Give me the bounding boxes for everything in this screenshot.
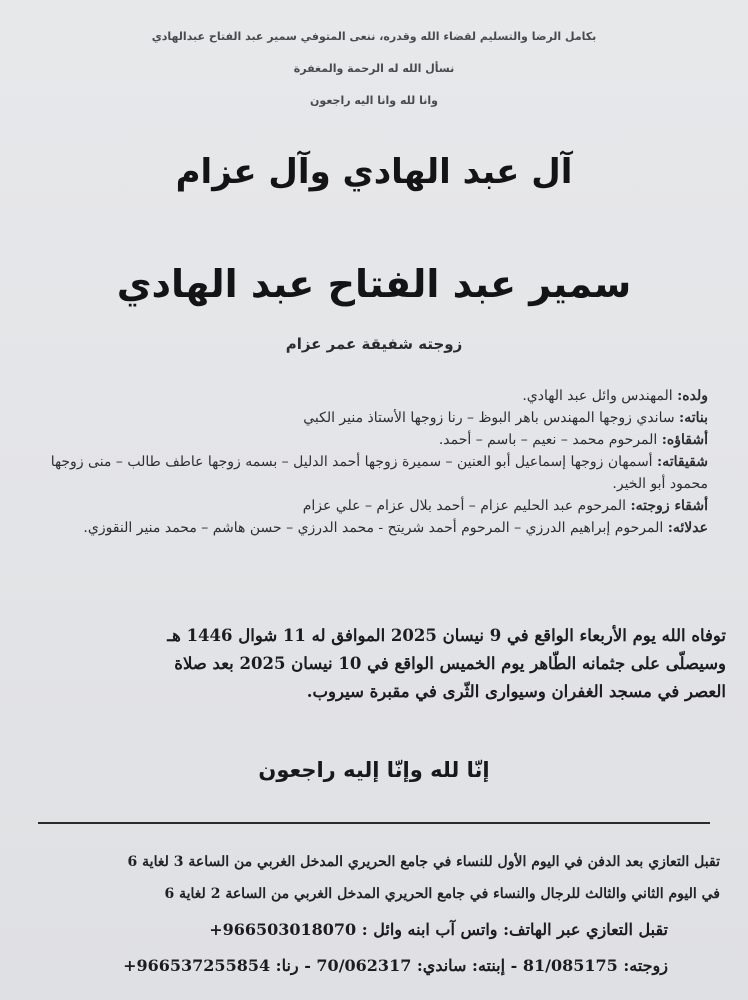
relative-text: المرحوم محمد – نعيم – باسم – أحمد.	[438, 432, 662, 448]
relative-row-daughters	[30, 407, 708, 429]
intro-line-2: نسأل الله له الرحمة والمغفرة	[293, 62, 455, 75]
condolence-line-1: تقبل التعازي بعد الدفن في اليوم الأول للنساء في جامع الحريري المدخل الغربي من الساعة 3 لغاية 6	[127, 854, 720, 870]
announcement-line-2: وسيصلّى على جثمانه الطّاهر يوم الخميس الواقع في 10 نيسان 2025 بعد صلاة	[174, 654, 726, 673]
contacts-text: زوجته: 81/085175 - إبنته: ساندي: 70/062317 - رنا:	[275, 956, 668, 975]
closing-verse: إنّا لله وإنّا إليه راجعون	[258, 758, 490, 782]
relative-row-son	[30, 385, 708, 407]
relative-label: شقيقاته:	[657, 454, 708, 470]
relative-row-brothers	[30, 429, 708, 451]
relative-row-in-laws	[30, 517, 708, 539]
intro-line-1: بكامل الرضا والتسليم لقضاء الله وقدره، ننعى المتوفي سمير عبد الفتاح عبدالهادي	[151, 30, 597, 43]
relative-text: أسمهان زوجها إسماعيل أبو العنين – سميرة زوجها أحمد الدليل – بسمه زوجها عاطف طالب – منى زوجها محمود أبو الخير.	[50, 454, 708, 492]
relative-text: المرحوم عبد الحليم عزام – أحمد بلال عزام – علي عزام	[302, 498, 631, 514]
announcement	[30, 622, 726, 706]
relative-label: أشقاء زوجته:	[630, 498, 708, 514]
relative-label: عدلائه:	[667, 520, 708, 536]
relative-text: ساندي زوجها المهندس باهر البوظ – رنا زوجها الأستاذ منير الكبي	[303, 410, 680, 426]
condolence-phone-line	[209, 920, 668, 939]
wife-line: زوجته شفيقة عمر عزام	[285, 335, 463, 353]
phone-rana: ‎+966537255854	[123, 956, 271, 975]
divider-line	[38, 822, 710, 824]
announcement-line-3: العصر في مسجد الغفران وسيوارى الثّرى في مقبرة سيروب.	[306, 682, 726, 701]
contacts-line	[123, 956, 668, 975]
relative-text: المرحوم إبراهيم الدرزي – المرحوم أحمد شريتح - محمد الدرزي – حسن هاشم – محمد منير النقوزي.	[83, 520, 668, 536]
intro-line-3: وانا لله وانا اليه راجعون	[310, 94, 438, 107]
families-title: آل عبد الهادي وآل عزام	[175, 152, 573, 192]
relative-label: ولده:	[677, 388, 708, 404]
deceased-name: سمير عبد الفتاح عبد الهادي	[116, 262, 632, 306]
phone-intro: تقبل التعازي عبر الهاتف: واتس آب ابنه وائل :	[361, 920, 668, 939]
relative-row-wife-brothers	[30, 495, 708, 517]
relative-label: بناته:	[679, 410, 708, 426]
relative-label: أشقاؤه:	[661, 432, 708, 448]
phone-son: ‎+966503018070	[209, 920, 357, 939]
relative-row-sisters	[30, 451, 708, 495]
relatives-list	[30, 385, 708, 539]
announcement-line-1: توفاه الله يوم الأربعاء الواقع في 9 نيسان 2025 الموافق له 11 شوال 1446 هـ	[167, 626, 726, 645]
relative-text: المهندس وائل عبد الهادي.	[522, 388, 678, 404]
condolence-line-2: في اليوم الثاني والثالث للرجال والنساء في جامع الحريري المدخل الغربي من الساعة 2 لغاية 6	[164, 886, 720, 902]
